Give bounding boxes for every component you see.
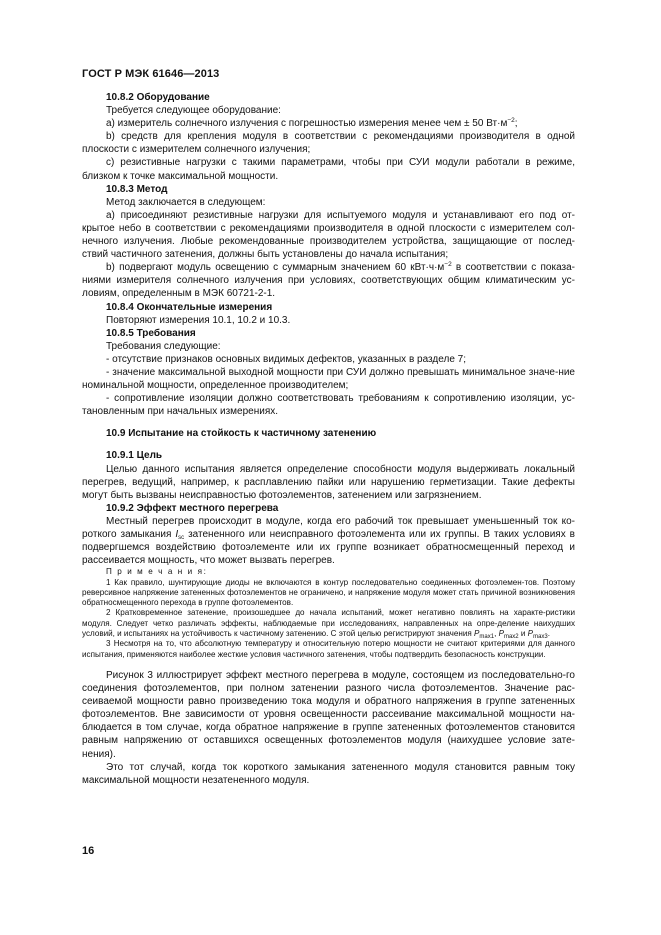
list-item: - значение максимальной выходной мощности при СУИ должно превышать минимальное значе-ние номинальной мощности, определенное производителем; — [82, 366, 575, 392]
heading-10-8-4: 10.8.4 Окончательные измерения — [106, 301, 273, 313]
list-item: c) резистивные нагрузки с такими параметрами, чтобы при СУИ модули работали в режиме, близком к точке максимальной мощности. — [82, 157, 575, 182]
list-item: b) подвергают модуль освещению с суммарным значением 60 $кВт\cdot ч\cdot м^{-2}$ в соответствии с показа-ниями измерителя солнечного излучения при условиях, соответствующих общим климатическим ус-ловиям, определенным в МЭК 60721-2-1. — [82, 261, 576, 300]
paragraph: Местный перегрев происходит в модуле, когда его рабочий ток превышает уменьшенный ток ко-роткого замыкания $I_{sc}$ затененного или неисправного фотоэлемента или их группы. В таких условиях в подвергшемся воздействию фотоэлементе или их группе возникает обратносмещенный переход и рассеивается мощность, что может вызвать перегрев. — [82, 515, 575, 567]
paragraph: Рисунок 3 иллюстрирует эффект местного перегрева в модуле, состоящем из последовательно-го соединения фотоэлементов, при полном затенении разного числа фотоэлементов. Значение рас-сеиваемой мощности равно произведению тока модуля и обратного напряжения в группе затененных фотоэлементов. Вне зависимости от уровня освещенности рассеивание максимальной мощности на-блюдается в том случае, когда обратное напряжение в группе затененных фотоэлементов становится равным напряжению от оставшихся освещенных фотоэлементов модуля (наихудшее условие зате-нения). — [82, 669, 575, 760]
list-item: b) средств для крепления модуля в соответствии с рекомендациями производителя в одной плоскости с измерителем солнечного излучения; — [82, 131, 575, 156]
paragraph: Это тот случай, когда ток короткого замыкания затененного модуля становится равным току максимальной мощности незатененного модуля. — [82, 761, 575, 786]
heading-10-8-5: 10.8.5 Требования — [106, 327, 196, 339]
list-item: - отсутствие признаков основных видимых дефектов, указанных в разделе 7; — [106, 353, 466, 365]
list-item: а) присоединяют резистивные нагрузки для испытуемого модуля и устанавливают его под от-крытое небо в соответствии с рекомендациями производителя в одной плоскости с измерителем сол-нечного излучения. Любые рекомендованные производителем устройства, защищающие от послед-ствий частичного затенения, должны быть установлены до начала испытания; — [82, 209, 575, 261]
list-item: - сопротивление изоляции должно соответствовать требованиям к сопротивлению изоляции, ус-тановленным при начальных измерениях. — [82, 393, 575, 418]
page-number: 16 — [82, 845, 95, 857]
paragraph: Требования следующие: — [106, 340, 221, 352]
paragraph: Требуется следующее оборудование: — [106, 105, 281, 117]
list-item: а) измеритель солнечного излучения с погрешностью измерения менее чем ± 50 $Вт\cdot м^{-2}$; — [106, 117, 518, 130]
heading-10-8-2: 10.8.2 Оборудование — [106, 92, 210, 103]
heading-10-9: 10.9 Испытание на стойкость к частичному затенению — [106, 428, 377, 440]
page-content — [82, 91, 575, 787]
paragraph: Повторяют измерения 10.1, 10.2 и 10.3. — [106, 314, 291, 326]
heading-10-8-3: 10.8.3 Метод — [106, 183, 168, 195]
note-1: 1 Как правило, шунтирующие диоды не включаются в контур последовательно соединенных фотоэлемен-тов. Поэтому реверсивное напряжение затененных фотоэлементов не ограничено, и напряжение модуля может стать причиной возникновения обратносмещенного перехода в группе фотоэлементов. — [82, 577, 575, 608]
note-3: 3 Несмотря на то, что абсолютную температуру и относительную потерю мощности не считают критериями для данного испытания, применяются наиболее жесткие условия частичного затенения, чтобы подтвердить безопасность конструкции. — [82, 639, 575, 659]
heading-10-9-1: 10.9.1 Цель — [106, 450, 163, 462]
notes-title: П р и м е ч а н и я: — [106, 567, 208, 577]
paragraph: Целью данного испытания является определение способности модуля выдерживать локальный перегрев, ведущий, например, к расплавлению пайки или нарушению герметизации. Такие дефекты могут быть вызваны неисправностью фотоэлементов, затенением или загрязнением. — [82, 463, 575, 501]
document-header: ГОСТ Р МЭК 61646—2013 — [82, 68, 220, 80]
paragraph: Метод заключается в следующем: — [106, 196, 266, 208]
heading-10-9-2: 10.9.2 Эффект местного перегрева — [106, 502, 279, 514]
note-2: 2 Кратковременное затенение, произошедшее до начала испытаний, может негативно повлиять на характе-ристики модуля. Следует четко различать эффекты, наблюдаемые при исследованиях, направленных на опре-деление наихудших условий, и испытаниях на устойчивость к частичному затенению. С этой целью регистрируют значения $P_{max1}$, $P_{max2}$ и $P_{max3}$. — [82, 608, 575, 641]
